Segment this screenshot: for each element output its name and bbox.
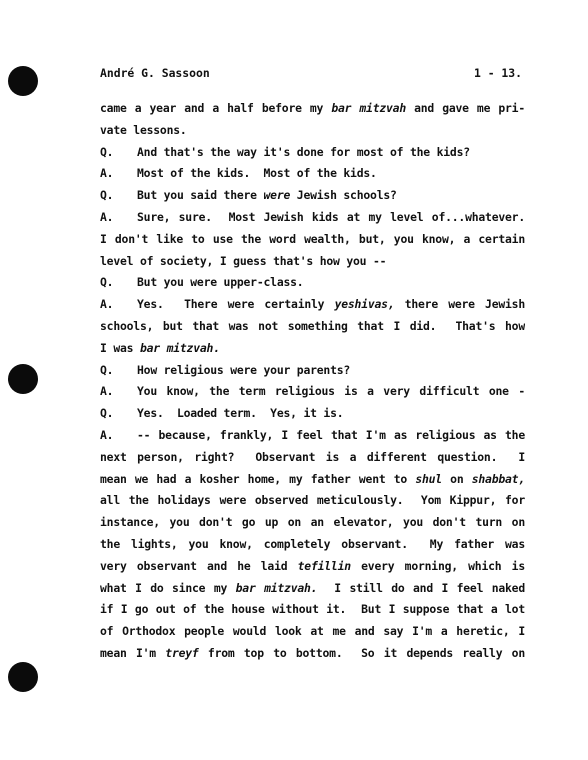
speaker-label: A. (100, 384, 114, 399)
line-text: what I do since my bar mitzvah. I still do and I feel naked (100, 580, 525, 595)
line-text: very observant and he laid tefillin every morning, which is (100, 558, 525, 573)
line-text: of Orthodox people would look at me and say I'm a heretic, I (100, 624, 525, 639)
line-text: schools, but that was not something that I did. That's how (100, 318, 525, 333)
line-text: mean we had a kosher home, my father went to shul on shabbat, (100, 471, 525, 486)
transcript-line (100, 556, 525, 578)
line-text: But you were upper-class. (137, 275, 304, 290)
speaker-label: A. (100, 166, 114, 181)
line-text: I don't like to use the word wealth, but, you know, a certain (100, 231, 525, 246)
transcript-line (100, 185, 525, 207)
transcript-line (100, 142, 525, 164)
transcript-line (100, 534, 525, 556)
transcript-line (100, 425, 525, 447)
speaker-label: A. (100, 427, 114, 442)
transcript-line (100, 229, 525, 251)
transcript-line (100, 643, 525, 665)
line-text: Most of the kids. Most of the kids. (137, 166, 377, 181)
transcript-line (100, 207, 525, 229)
transcript-line (100, 338, 525, 360)
speaker-label: Q. (100, 362, 114, 377)
line-text: How religious were your parents? (137, 362, 351, 377)
transcript-line (100, 490, 525, 512)
binder-hole-bottom (8, 662, 38, 692)
line-text: mean I'm treyf from top to bottom. So it depends really on (100, 645, 525, 660)
transcript-line (100, 621, 525, 643)
transcript-line (100, 316, 525, 338)
page-header (100, 66, 522, 82)
line-text: if I go out of the house without it. But I suppose that a lot (100, 602, 525, 617)
speaker-label: Q. (100, 144, 114, 159)
speaker-label: A. (100, 297, 114, 312)
line-text: But you said there were Jewish schools? (137, 188, 397, 203)
transcript-line (100, 469, 525, 491)
transcript-line (100, 163, 525, 185)
transcript-line (100, 251, 525, 273)
speaker-label: Q. (100, 406, 114, 421)
line-text: the lights, you know, completely observant. My father was (100, 536, 525, 551)
binder-hole-top (8, 66, 38, 96)
transcript-line (100, 381, 525, 403)
transcript-line (100, 272, 525, 294)
line-text: instance, you don't go up on an elevator, you don't turn on (100, 515, 525, 530)
line-text: Sure, sure. Most Jewish kids at my level of...whatever. (137, 209, 525, 224)
header-author: André G. Sassoon (100, 66, 210, 80)
page-number: 1 - 13. (473, 66, 522, 80)
transcript-line (100, 98, 525, 120)
line-text: came a year and a half before my bar mitzvah and gave me pri- (100, 101, 525, 115)
speaker-label: Q. (100, 188, 114, 203)
line-text: -- because, frankly, I feel that I'm as religious as the (137, 427, 525, 442)
transcript-line (100, 294, 525, 316)
line-text: Yes. There were certainly yeshivas, there were Jewish (137, 297, 525, 312)
line-text: level of society, I guess that's how you -- (100, 253, 387, 268)
transcript-body (100, 98, 525, 665)
line-text: vate lessons. (100, 122, 187, 137)
line-text: next person, right? Observant is a different question. I (100, 449, 525, 464)
binder-hole-middle (8, 364, 38, 394)
line-text: I was bar mitzvah. (100, 340, 220, 355)
transcript-line (100, 120, 525, 142)
line-text: And that's the way it's done for most of the kids? (137, 144, 470, 159)
speaker-label: Q. (100, 275, 114, 290)
transcript-line (100, 512, 525, 534)
transcript-line (100, 403, 525, 425)
transcript-line (100, 447, 525, 469)
speaker-label: A. (100, 209, 114, 224)
line-text: Yes. Loaded term. Yes, it is. (137, 406, 344, 421)
line-text: all the holidays were observed meticulously. Yom Kippur, for (100, 493, 525, 508)
transcript-line (100, 578, 525, 600)
line-text: You know, the term religious is a very difficult one - (137, 384, 525, 399)
transcript-line (100, 599, 525, 621)
transcript-line (100, 360, 525, 382)
